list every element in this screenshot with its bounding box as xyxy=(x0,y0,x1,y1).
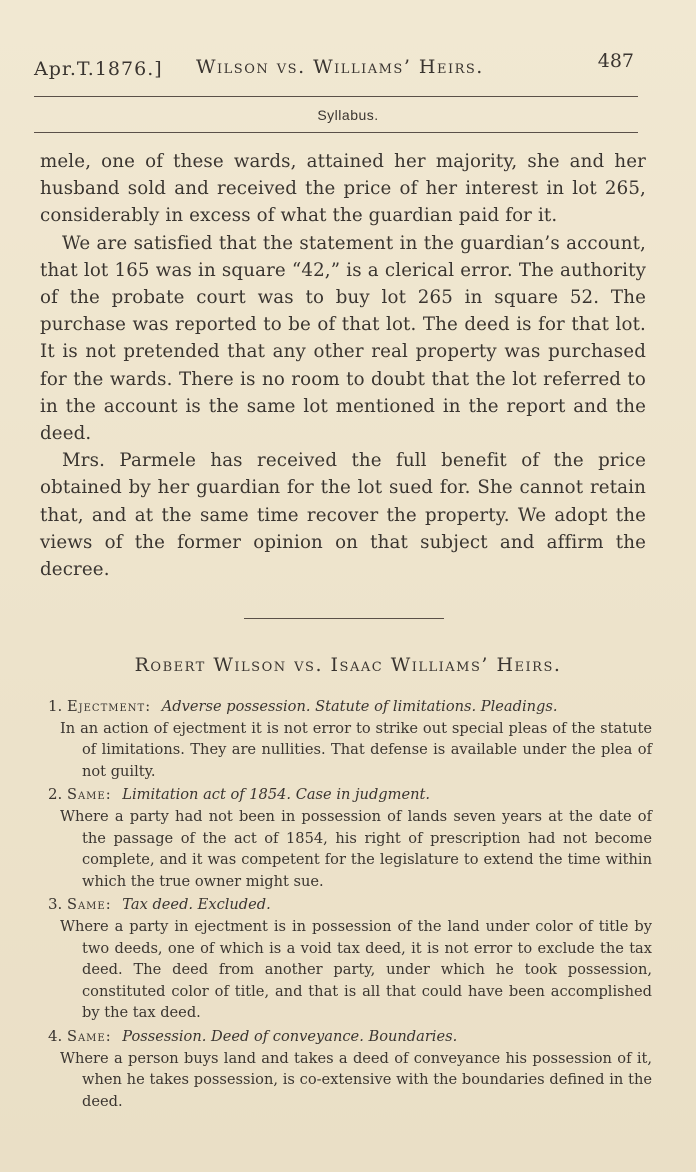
case-title: Robert Wilson vs. Isaac Williams’ Heirs. xyxy=(134,654,562,676)
running-head xyxy=(34,50,644,84)
headnote xyxy=(44,894,652,1024)
headnote-topic: Same: xyxy=(66,786,112,804)
headnote-subtopics: Adverse possession. Statute of limitations. Pleadings. xyxy=(161,698,558,715)
headnote-number: 2. xyxy=(48,785,63,804)
headnote-subtopics: Tax deed. Excluded. xyxy=(122,896,271,914)
running-title: Wilson vs. Williams’ Heirs. xyxy=(196,56,484,78)
headnote-topic: Ejectment: xyxy=(66,698,152,715)
headnotes xyxy=(44,696,652,1114)
paragraph: Mrs. Parmele has received the full benefit of the price obtained by her guardian for the lot sued for. She cannot retain that, and at the same time recover the property. We adopt the views of the former opinion on that subject and affirm the decree. xyxy=(40,450,646,581)
headnote-number: 1. xyxy=(48,697,63,715)
page-number: 487 xyxy=(597,50,634,72)
headnote-subtopics: Possession. Deed of conveyance. Boundaries. xyxy=(122,1027,458,1045)
headnote-text: Where a person buys land and takes a deed of conveyance his possession of it, when he takes possession, is co-extensive with the boundaries defined in the deed. xyxy=(60,1049,652,1110)
paragraph: We are satisfied that the statement in the guardian’s account, that lot 165 was in square “42,” is a clerical error. The authority of the probate court was to buy lot 265 in square 52. The purchase was reported to be of that lot. The deed is for that lot. It is not pretended that any other real property was purchased for the wards. There is no room to doubt that the lot referred to in the account is the same lot mentioned in the report and the deed. xyxy=(40,232,646,445)
headnote xyxy=(44,784,652,892)
headnote xyxy=(44,1026,652,1112)
headnote-text: Where a party had not been in possession of lands seven years at the date of the passage of the act of 1854, his right of prescription had not become complete, and it was competent for the legislature to extend the time within which the true owner might sue. xyxy=(60,807,652,890)
opinion-text xyxy=(40,148,646,583)
section-divider xyxy=(244,618,444,619)
headnote-text: Where a party in ejectment is in possession of the land under color of title by two deeds, one of which is a void tax deed, it is not error to exclude the tax deed. The deed from another party, under which he took possession, constituted color of title, and that is all that could have been accomplished by the tax deed. xyxy=(60,917,652,1022)
header-rule-top xyxy=(34,96,638,97)
headnote-number: 4. xyxy=(48,1026,63,1045)
header-rule-bottom xyxy=(34,132,638,133)
section-label: Syllabus. xyxy=(317,107,379,123)
headnote-topic: Same: xyxy=(66,896,112,914)
headnote-topic: Same: xyxy=(66,1027,112,1045)
headnote xyxy=(44,696,652,782)
headnote-text: In an action of ejectment it is not error to strike out special pleas of the statute of limitations. They are nullities. That defense is available under the plea of not guilty. xyxy=(60,719,652,780)
term-date: Apr.T.1876.] xyxy=(34,58,163,80)
paragraph: mele, one of these wards, attained her majority, she and her husband sold and received the price of her interest in lot 265, considerably in excess of what the guardian paid for it. xyxy=(40,151,646,227)
headnote-number: 3. xyxy=(48,895,63,914)
headnote-subtopics: Limitation act of 1854. Case in judgment. xyxy=(122,786,431,804)
